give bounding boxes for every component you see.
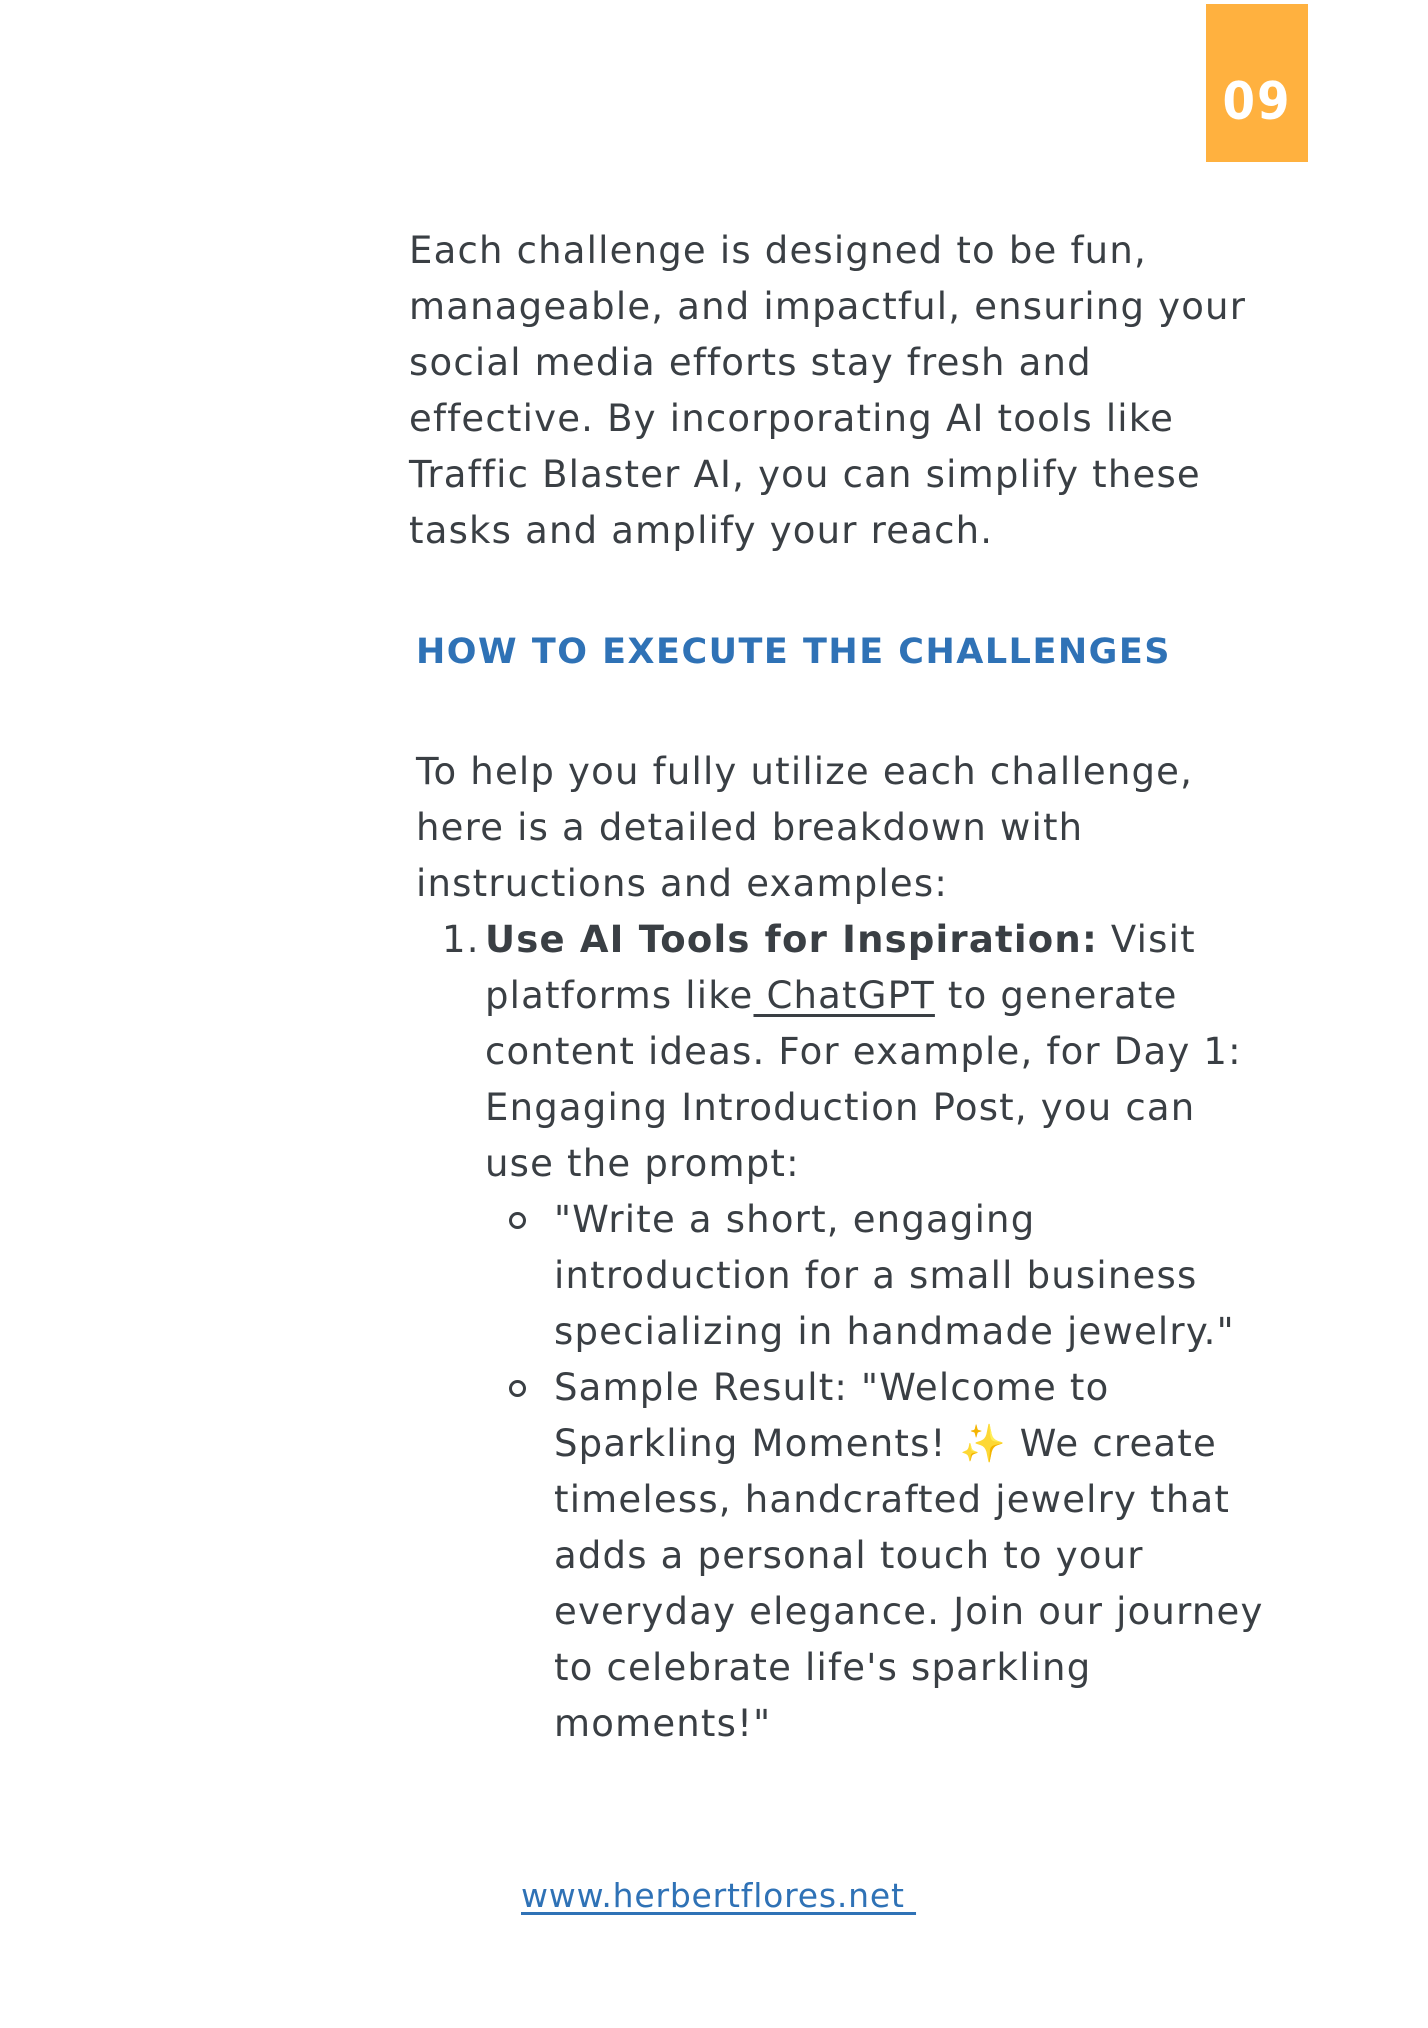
intro-paragraph: Each challenge is designed to be fun, manageable, and impactful, ensuring your social media efforts stay fresh and effective. By incorporating AI tools like Traffic Blaster AI, you can simplify these tasks and amplify your reach. <box>409 229 1247 552</box>
sample-result-item <box>485 1360 1276 1752</box>
section-heading: HOW TO EXECUTE THE CHALLENGES <box>416 632 1172 672</box>
website-link[interactable]: www.herbertflores.net <box>521 1876 917 1915</box>
step-item <box>416 912 1276 1752</box>
prompt-item <box>485 1192 1276 1360</box>
hollow-bullet-icon <box>509 1380 526 1397</box>
page-number: 09 <box>1222 72 1292 132</box>
page-number-badge <box>1206 4 1308 162</box>
sample-result-text-end: We create timeless, handcrafted jewelry that adds a personal touch to your everyday elegance. Join our journey to celebrate life's sparkling moments!" <box>554 1422 1264 1745</box>
step-title: Use AI Tools for Inspiration: <box>485 918 1098 961</box>
sparkles-icon: ✨ <box>959 1422 1007 1465</box>
sample-result-text-start: Sample Result: "Welcome to Sparkling Moments! <box>554 1366 1110 1465</box>
section-lead-paragraph: To help you fully utilize each challenge, here is a detailed breakdown with instructions and examples: <box>416 750 1194 905</box>
step-number: 1. <box>442 918 480 961</box>
steps-list <box>416 912 1276 1752</box>
prompt-text: "Write a short, engaging introduction for a small business specializing in handmade jewelry." <box>554 1198 1235 1353</box>
step-text-before-link: Visit platforms like <box>485 918 1196 1017</box>
prompt-sub-list <box>485 1192 1276 1752</box>
step-text-after-link: to generate content ideas. For example, for Day 1: Engaging Introduction Post, you can use the prompt: <box>485 974 1242 1185</box>
hollow-bullet-icon <box>509 1212 526 1229</box>
chatgpt-link[interactable]: ChatGPT <box>753 974 935 1017</box>
